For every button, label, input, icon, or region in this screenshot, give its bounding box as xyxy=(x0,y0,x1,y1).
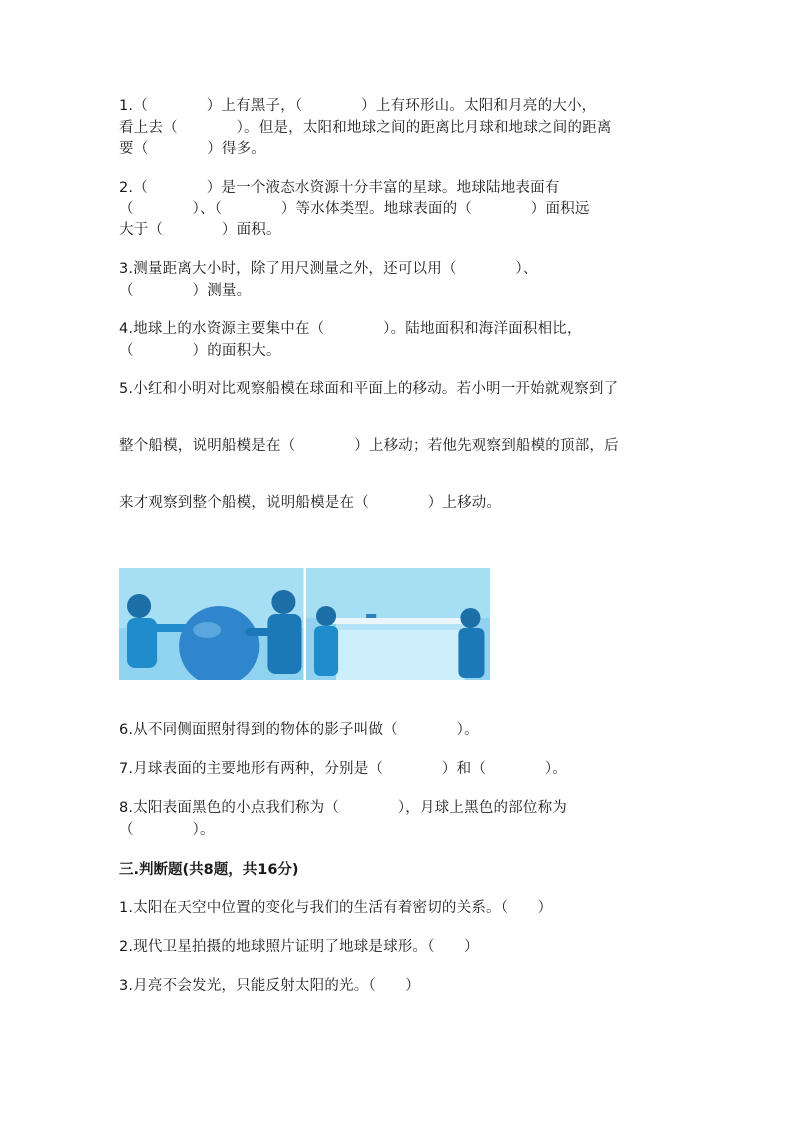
q3-line-2: （ ）测量。 xyxy=(119,283,252,299)
q1-line-1: 1.（ ）上有黑子，（ ）上有环形山。太阳和月亮的大小， xyxy=(119,98,597,114)
q4-line-2: （ ）的面积大。 xyxy=(119,343,281,359)
q5-line-3: 来才观察到整个船模，说明船模是在（ ）上移动。 xyxy=(119,495,502,511)
q2-line-3: 大于（ ）面积。 xyxy=(119,222,281,238)
judge-q3: 3.月亮不会发光，只能反射太阳的光。（ ） xyxy=(119,978,420,994)
section-3-title: 三.判断题(共8题，共16分) xyxy=(119,862,299,878)
q8-line-2: （ ）。 xyxy=(119,822,215,838)
q8-line-1: 8.太阳表面黑色的小点我们称为（ ），月球上黑色的部位称为 xyxy=(119,800,567,816)
q2-line-2: （ ）、（ ）等水体类型。地球表面的（ ）面积远 xyxy=(119,201,590,217)
q7-line-1: 7.月球表面的主要地形有两种，分别是（ ）和（ ）。 xyxy=(119,761,567,777)
ball-experiment-photo xyxy=(119,568,304,680)
q2-line-1: 2.（ ）是一个液态水资源十分丰富的星球。地球陆地表面有 xyxy=(119,180,560,196)
q5-line-2: 整个船模，说明船模是在（ ）上移动；若他先观察到船模的顶部，后 xyxy=(119,438,619,454)
q6-line-1: 6.从不同侧面照射得到的物体的影子叫做（ ）。 xyxy=(119,722,479,738)
table-experiment-photo xyxy=(306,568,491,680)
q1-line-2: 看上去（ ）。但是，太阳和地球之间的距离比月球和地球之间的距离 xyxy=(119,120,612,136)
q1-line-3: 要（ ）得多。 xyxy=(119,141,266,157)
experiment-photos xyxy=(119,568,490,680)
q3-line-1: 3.测量距离大小时，除了用尺测量之外，还可以用（ ）、 xyxy=(119,261,538,277)
q4-line-1: 4.地球上的水资源主要集中在（ ）。陆地面积和海洋面积相比， xyxy=(119,321,582,337)
judge-q1: 1.太阳在天空中位置的变化与我们的生活有着密切的关系。（ ） xyxy=(119,900,553,916)
q5-line-1: 5.小红和小明对比观察船模在球面和平面上的移动。若小明一开始就观察到了 xyxy=(119,381,619,397)
judge-q2: 2.现代卫星拍摄的地球照片证明了地球是球形。（ ） xyxy=(119,939,479,955)
